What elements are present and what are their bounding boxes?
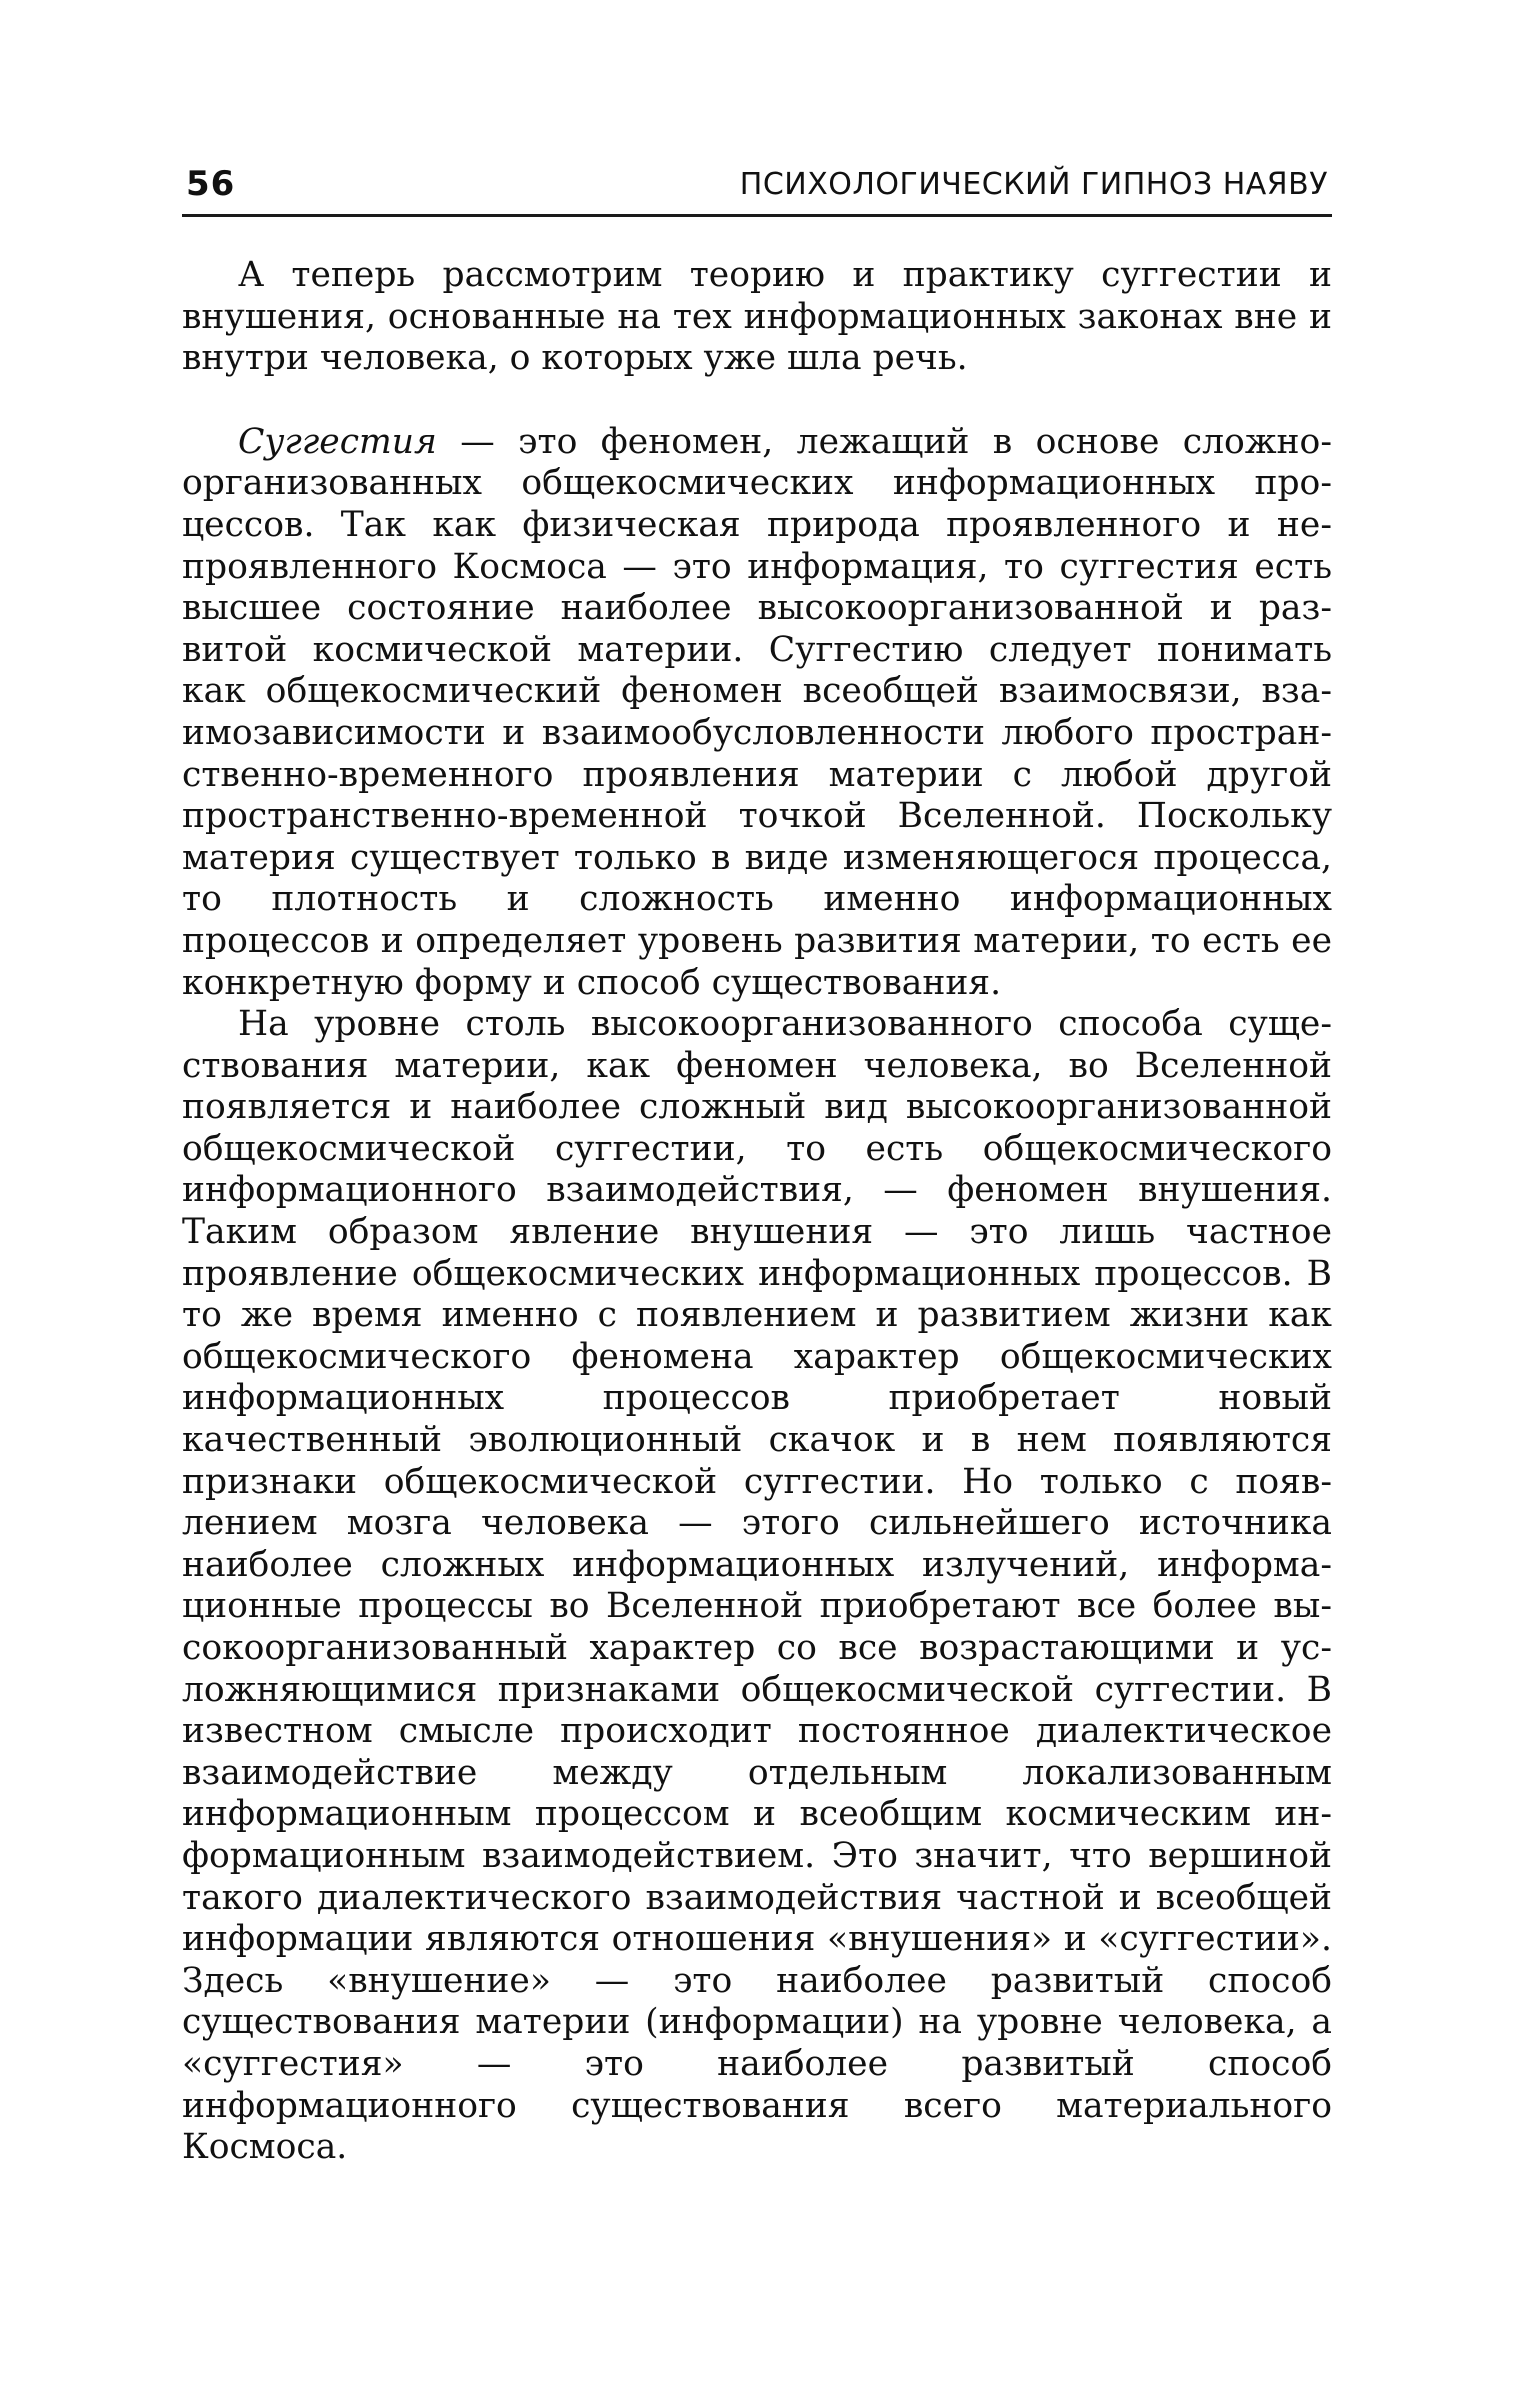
paragraph-intro: А теперь рассмотрим теорию и практику суггестии и внушения, основанные на тех информационных законах вне и внутри человека, о которых уже шла речь.: [182, 255, 1332, 379]
page-header: [182, 150, 1332, 217]
term-suggestion: Суггестия: [238, 421, 437, 462]
book-page: [182, 150, 1332, 2169]
definition-text: — это феномен, лежащий в основе сложноорганизованных общекосмических информационных процессов. Так как физическая природа проявленного и непроявленного Космоса — это информация, то суггестия есть высшее состояние наиболее высокоорганизованной и развитой космической материи. Суггестию следует понимать как общекосмический феномен всеобщей взаимосвязи, взаимозависимости и взаимообусловленности любого пространственно-временного проявления материи с любой другой пространственно-временной точкой Вселенной. Поскольку материя существует только в виде изменяющегося процесса, то плотность и сложность именно информационных процессов и определяет уровень развития материи, то есть ее конкретную форму и способ существования.: [182, 421, 1332, 1003]
body-text: [182, 255, 1332, 2169]
page-number: 56: [186, 164, 236, 204]
running-title: ПСИХОЛОГИЧЕСКИЙ ГИПНОЗ НАЯВУ: [739, 167, 1328, 202]
paragraph-definition: [182, 422, 1332, 1004]
paragraph-third: На уровне столь высокоорганизованного способа существования материи, как феномен человека, во Вселенной появляется и наиболее сложный вид высокоорганизованной общекосмической суггестии, то есть общекосмического информационного взаимодействия, — феномен внушения. Таким образом явление внушения — это лишь частное проявление общекосмических информационных процессов. В то же время именно с появлением и развитием жизни как общекосмического феномена характер общекосмических информационных процессов приобретает новый качественный эволюционный скачок и в нем появляются признаки общекосмической суггестии. Но только с появлением мозга человека — этого сильнейшего источника наиболее сложных информационных излучений, информационные процессы во Вселенной приобретают все более высокоорганизованный характер со все возрастающими и усложняющимися признаками общекосмической суггестии. В известном смысле происходит постоянное диалектическое взаимодействие между отдельным локализованным информационным процессом и всеобщим космическим информационным взаимодействием. Это значит, что вершиной такого диалектического взаимодействия частной и всеобщей информации являются отношения «внушения» и «суггестии». Здесь «внушение» — это наиболее развитый способ существования материи (информации) на уровне человека, а «суггестия» — это наиболее развитый способ информационного существования всего материального Космоса.: [182, 1004, 1332, 2168]
